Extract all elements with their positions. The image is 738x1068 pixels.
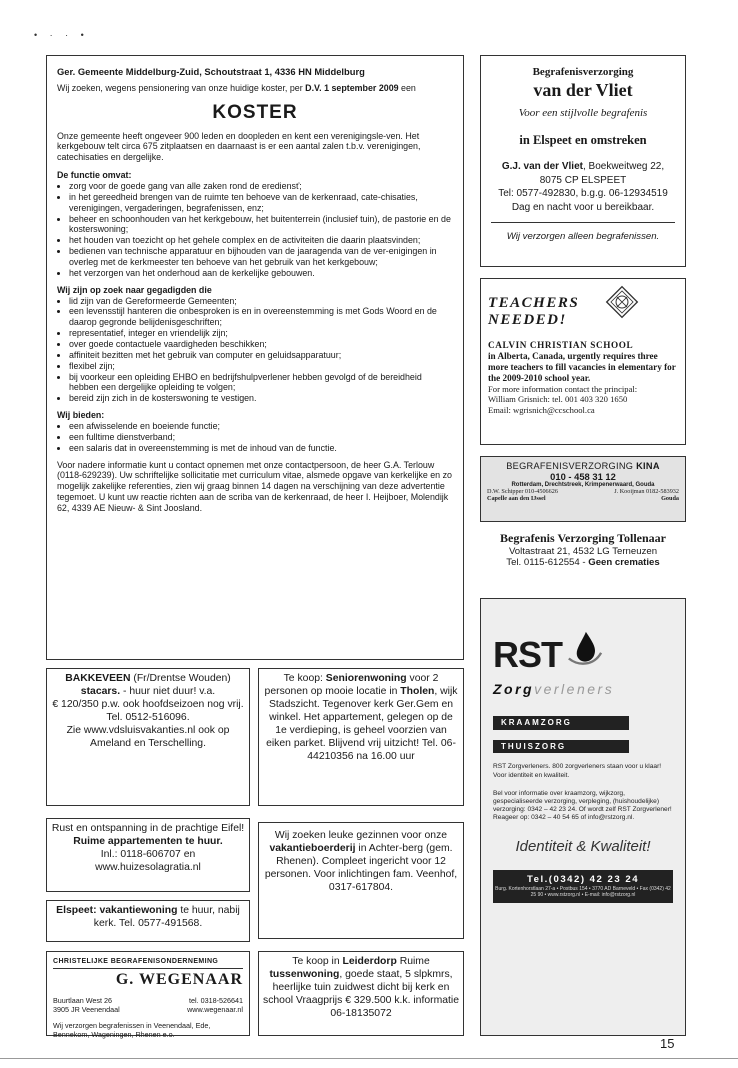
leiderdorp-bold2: tussenwoning <box>269 969 340 980</box>
tollenaar-funeral-ad <box>480 531 686 568</box>
tollenaar-phone-line <box>480 557 686 568</box>
vliet-slogan: Voor een stijlvolle begrafenis <box>518 107 648 119</box>
bakkeveen-region: (Fr/Drentse Wouden) <box>130 673 231 684</box>
elspeet-ad <box>46 900 250 942</box>
koster-section2-list <box>57 296 453 405</box>
koster-intro-post: een <box>398 83 416 94</box>
rst-zorgverleners-ad <box>480 598 686 1036</box>
vakantie-rest: in Achter-berg (gem. Rhenen). Compleet ingericht voor 12 personen. Voor inlichtingen fam. Veenhof, 0317-617804. <box>264 843 458 893</box>
vakantie-bold: vakantieboerderij <box>269 843 356 854</box>
wegenaar-web: www.wegenaar.nl <box>187 1004 243 1014</box>
list-item: • het verzorgen van het onderhoud aan de kerkelijke gebouwen. <box>69 268 453 279</box>
page-bottom-rule <box>0 1058 738 1059</box>
elspeet-bold: Elspeet: vakantiewoning <box>56 905 178 916</box>
vliet-line1: Begrafenisverzorging <box>532 66 634 78</box>
wegenaar-addr2: 3905 JR Veenendaal <box>53 1004 120 1014</box>
tholen-bold1: Seniorenwoning <box>325 673 407 684</box>
vliet-availability: Dag en nacht voor u bereikbaar. <box>511 201 655 213</box>
eifel-line3: Inl.: 0118-606707 en www.huizesolagratia.nl <box>95 849 201 873</box>
page-corner-marks: • · · • <box>34 30 89 40</box>
shield-emblem-icon <box>605 285 639 319</box>
wegenaar-name: G. WEGENAAR <box>115 970 243 988</box>
calvin-headline <box>488 295 678 328</box>
rst-zorg-light: verleners <box>534 680 615 697</box>
kina-place-right: Gouda <box>661 495 679 502</box>
calvin-info: For more information contact the principal: <box>488 384 638 395</box>
wegenaar-row1 <box>53 996 243 1005</box>
koster-intro <box>57 83 453 94</box>
wegenaar-funeral-ad <box>46 951 250 1039</box>
rst-phone: Tel.(0342) 42 23 24 <box>526 873 640 885</box>
kina-title-bold: KINA <box>636 461 660 471</box>
list-item: • bereid zijn zich in de kosterswoning te vestigen. <box>69 393 453 404</box>
bakkeveen-stacars: stacars. <box>80 686 121 697</box>
vliet-address-block <box>487 160 679 214</box>
rst-zorgverleners-wordmark <box>493 681 673 698</box>
list-item: • in het gereedheid brengen van de ruimte ten behoeve van de kerkenraad, cate-chisaties, verenigingen, vergaderingen, begrafenissen, enz; <box>69 192 453 214</box>
list-item: • beheer en schoonhouden van het kerkgebouw, het buitenterrein (inclusief tuin), de pastorie en de kosterswoning; <box>69 214 453 236</box>
vakantieboerderij-ad <box>258 822 464 939</box>
vliet-funeral-ad <box>480 55 686 267</box>
calvin-school-name: CALVIN CHRISTIAN SCHOOL <box>488 340 634 350</box>
calvin-headline-1: TEACHERS <box>488 295 580 311</box>
calvin-body: in Alberta, Canada, urgently requires three more teachers to fill vacancies in elementary for the 2009-2010 school year. <box>488 351 676 384</box>
list-item: • over goede contactuele vaardigheden beschikken; <box>69 339 453 350</box>
wegenaar-top: CHRISTELIJKE BEGRAFENISONDERNEMING <box>53 958 243 969</box>
list-item: • een levensstijl hanteren die onbesproken is en in overeenstemming is met Gods Woord en de daarop gegronde belijdenisgeschriften; <box>69 306 453 328</box>
list-item: • representatief, integer en vriendelijk zijn; <box>69 328 453 339</box>
tholen-pre: Te koop: <box>283 673 326 684</box>
tollenaar-phone: Tel. 0115-612554 - <box>506 557 589 568</box>
leiderdorp-mid: Ruime <box>396 956 430 967</box>
vliet-street: , Boekweitweg 22, <box>582 161 665 172</box>
elspeet-rest: te huur, nabij kerk. Tel. 0577-491568. <box>93 905 240 929</box>
bakkeveen-ad <box>46 668 250 806</box>
koster-section3-title: Wij bieden: <box>57 410 105 421</box>
kina-contact-left: D.W. Schipper 010-4506626 <box>487 488 558 495</box>
rst-thuiszorg-bar: THUISZORG <box>493 740 629 754</box>
koster-section1-list <box>57 181 453 279</box>
tollenaar-title: Begrafenis Verzorging Tollenaar <box>500 531 666 545</box>
bakkeveen-line2: - huur niet duur! v.a. <box>120 686 216 697</box>
vliet-phone: Tel: 0577-492830, b.g.g. 06-12934519 <box>498 188 668 199</box>
kina-title <box>487 461 679 471</box>
leiderdorp-pre: Te koop in <box>292 956 343 967</box>
wegenaar-foot: Wij verzorgen begrafenissen in Veenendaal, Ede, Bennekom, Wageningen, Rhenen e.o. <box>53 1020 211 1039</box>
leiderdorp-bold1: Leiderdorp <box>342 956 397 967</box>
kina-funeral-ad <box>480 456 686 522</box>
vliet-region: in Elspeet en omstreken <box>519 133 647 147</box>
list-item: • bedienen van technische apparatuur en bijhouden van de jaaragenda van de ver-enigingen in overleg met de kerkmeester ten behoeve van het gebruik van het kerkgebouw; <box>69 246 453 268</box>
calvin-email: Email: wgrisnich@ccschool.ca <box>488 404 595 415</box>
koster-section1-title: De functie omvat: <box>57 170 132 181</box>
rst-kraamzorg-bar: KRAAMZORG <box>493 716 629 730</box>
kina-title-text: BEGRAFENISVERZORGING <box>506 461 634 471</box>
vliet-name: van der Vliet <box>533 80 633 100</box>
eifel-ad <box>46 818 250 892</box>
page-number: 15 <box>660 1036 675 1051</box>
vliet-postal: 8075 CP ELSPEET <box>539 174 627 186</box>
list-item: • affiniteit bezitten met het gebruik van computer en geluidsapparatuur; <box>69 350 453 361</box>
tollenaar-note: Geen crematies <box>588 557 660 568</box>
calvin-principal: William Grisnich: tel. 001 403 320 1650 <box>488 394 628 405</box>
rst-contact-bar <box>493 870 673 903</box>
bakkeveen-place: BAKKEVEEN <box>65 673 131 684</box>
eifel-line2: Ruime appartementen te huur. <box>73 836 223 847</box>
bakkeveen-line4: Zie www.vdsluisvakanties.nl ook op Ameland en Terschelling. <box>66 725 230 749</box>
list-item: • een fulltime dienstverband; <box>69 432 453 443</box>
tholen-ad <box>258 668 464 806</box>
kina-phone: 010 - 458 31 12 <box>550 471 616 482</box>
bakkeveen-line3: € 120/350 p.w. ook hoofdseizoen nog vrij. Tel. 0512-516096. <box>52 699 244 723</box>
drop-swoosh-icon <box>565 629 603 669</box>
calvin-teachers-ad <box>480 278 686 445</box>
kina-regions: Rotterdam, Drechtstreek, Krimpenerwaard, Gouda <box>511 482 655 488</box>
list-item: • een afwisselende en boeiende functie; <box>69 421 453 432</box>
wegenaar-row2 <box>53 1005 243 1014</box>
wegenaar-addr1: Buurtlaan West 26 <box>53 995 112 1005</box>
rst-text1: RST Zorgverleners. 800 zorgverleners staan voor u klaar! Voor identiteit en kwaliteit. <box>493 763 662 779</box>
koster-vacancy-ad <box>46 55 464 660</box>
kina-place-left: Capelle aan den IJssel <box>487 495 546 502</box>
rst-logo: RST <box>493 634 562 675</box>
tollenaar-address: Voltastraat 21, 4532 LG Terneuzen <box>508 546 658 557</box>
list-item: • het houden van toezicht op het gehele complex en de activiteiten die daarin plaatsvinden; <box>69 235 453 246</box>
rst-address: Burg. Kortenhorstlaan 27-a • Postbus 154 • 3770 AD Barneveld • Fax (0342) 42 25 90 • www.rstzorg.nl • E-mail: info@rstzorg.nl <box>495 885 671 898</box>
tholen-bold2: Tholen <box>400 686 435 697</box>
vakantie-pre: Wij zoeken leuke gezinnen voor onze <box>274 830 448 841</box>
vliet-divider <box>491 222 675 223</box>
list-item: • flexibel zijn; <box>69 361 453 372</box>
vliet-owner: G.J. van der Vliet <box>501 161 583 172</box>
list-item: • een salaris dat in overeenstemming is met de inhoud van de functie. <box>69 443 453 454</box>
eifel-line1: Rust en ontspanning in de prachtige Eifel! <box>51 823 245 834</box>
tholen-rest: , wijk Stadszicht. Tegenover kerk Ger.Gem en winkel. Het appartement, gelegen op de 1e verdieping, is geheel voorzien van eiken parket. Blijvend vrij uitzicht! Tel. 06- 44210356 na 16.00 uur <box>266 686 458 762</box>
leiderdorp-rest: , goede staat, 5 slpkmrs, heerlijke tuin zuidwest dicht bij kerk en school Vraagprijs € 329.500 k.k. informatie 06-18135072 <box>263 969 459 1019</box>
rst-slogan: Identiteit & Kwaliteit! <box>515 837 651 855</box>
koster-title: KOSTER <box>212 102 298 124</box>
list-item: • bij voorkeur een opleiding EHBO en bedrijfshulpverlener hebben gevolgd of de bereidheid hebben een dergelijke opleiding te volgen; <box>69 372 453 394</box>
wegenaar-tel: tel. 0318-526641 <box>189 995 243 1005</box>
calvin-headline-2: NEEDED! <box>488 311 567 328</box>
koster-para1: Onze gemeente heeft ongeveer 900 leden en doopleden en kent een verenigingsle-ven. Het kerkgebouw telt circa 675 zitplaatsen en daarnaast is er een aantal zalen t.b.v. verenigingen, catechisaties en dergelijke. <box>57 130 421 163</box>
kina-contacts <box>487 488 679 495</box>
kina-contact-right: J. Kooijman 0182-583932 <box>614 488 679 495</box>
tholen-mid1: voor 2 personen op mooie locatie in <box>264 673 439 697</box>
list-item: • zorg voor de goede gang van alle zaken rond de erediensť; <box>69 181 453 192</box>
rst-zorg-bold: Zorg <box>493 680 535 697</box>
kina-places <box>487 495 679 502</box>
koster-intro-pre: Wij zoeken, wegens pensionering van onze huidige koster, per <box>57 83 306 94</box>
koster-intro-date: D.V. 1 september 2009 <box>305 83 399 94</box>
koster-section2-title: Wij zijn op zoek naar gegadigden die <box>57 284 212 295</box>
koster-header: Ger. Gemeente Middelburg-Zuid, Schoutstraat 1, 4336 HN Middelburg <box>57 66 365 77</box>
koster-closing: Voor nadere informatie kunt u contact opnemen met onze contactpersoon, de heer G.A. Terlouw (0118-629239). Uw schriftelijke sollicitatie met curriculum vitae, alsmede opgave van kerkelijke en zo mogelijk zakelijke referenties, zien wij graag binnen 14 dagen na verschijning van deze advertentie tegemoet. U kunt uw reactie richten aan de scriba van de kerkenraad, de heer I. Heijboer, Molendijk 62, 4339 AE Nieuw- & Sint Joosland. <box>57 459 452 513</box>
list-item: • lid zijn van de Gereformeerde Gemeenten; <box>69 296 453 307</box>
vliet-tagline: Wij verzorgen alleen begrafenissen. <box>506 231 660 242</box>
rst-text2: Bel voor informatie over kraamzorg, wijkzorg, gespecialiseerde verzorging, verpleging, (huishoudelijke) verzorging: 0342 – 42 23 24. Of wordt zelf RST Zorgverlener! Reageer op: 0342 – 40 54 65 of info@rstzorg.nl. <box>493 789 672 821</box>
leiderdorp-ad <box>258 951 464 1036</box>
koster-section3-list <box>57 421 453 454</box>
